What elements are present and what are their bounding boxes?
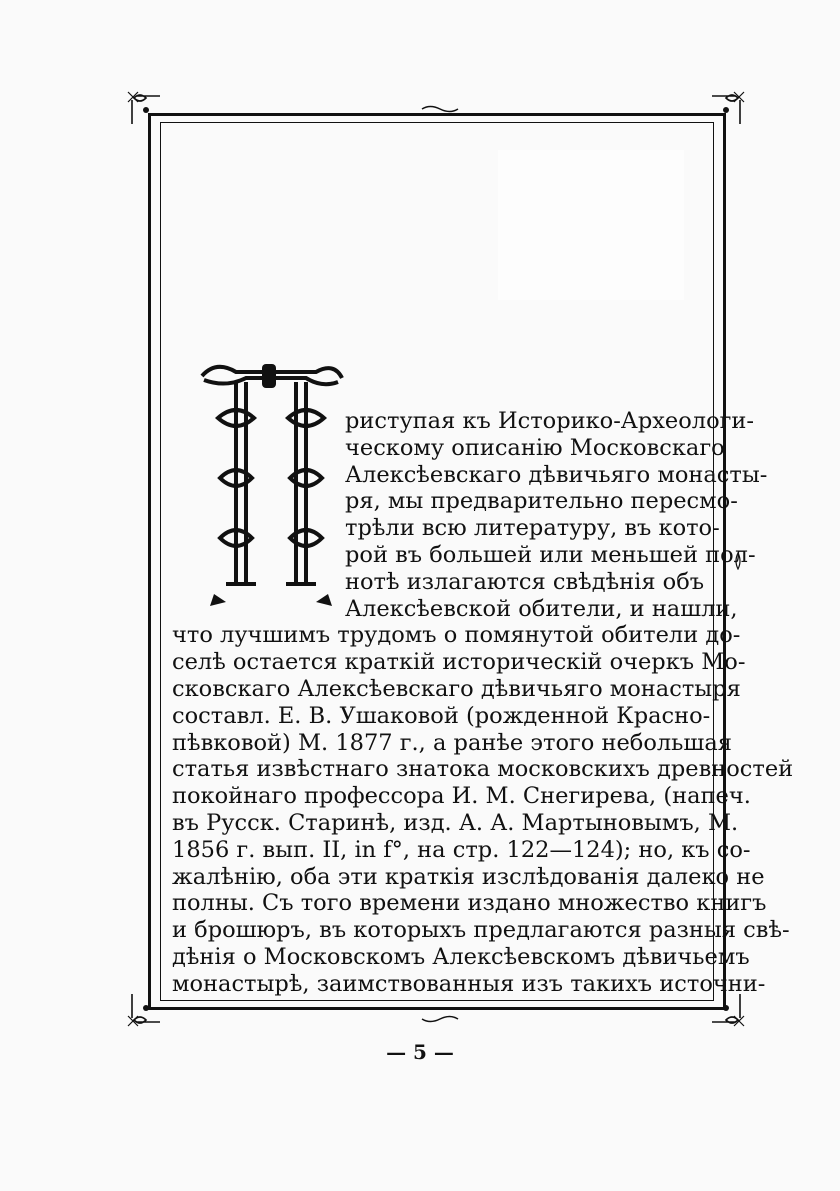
text-line: составл. Е. В. Ушаковой (рожденной Красно- <box>172 702 711 729</box>
text-line: что лучшимъ трудомъ о помянутой обители до- <box>172 622 741 649</box>
text-line: риступая къ Историко-Археологи- <box>345 408 755 434</box>
text-line: ческому описанію Московскаго <box>345 434 725 461</box>
text-line: сковскаго Алексѣевскаго дѣвичьяго монастыря <box>172 675 741 702</box>
text-line: Алексѣевскаго дѣвичьяго монасты- <box>345 461 768 488</box>
text-line: дѣнія о Московскомъ Алексѣевскомъ дѣвичьемъ <box>172 943 750 970</box>
text-line: полны. Съ того времени издано множество книгъ <box>172 890 767 917</box>
text-line: покойнаго профессора И. М. Снегирева, (напеч. <box>172 783 751 810</box>
page-number: — 5 — <box>386 1040 454 1064</box>
corner-ornament-icon <box>706 90 746 130</box>
text-line: ря, мы предварительно пересмо- <box>345 488 738 515</box>
text-line: въ Русск. Старинѣ, изд. А. А. Мартыновымъ, М. <box>172 809 739 836</box>
frame-ornament-icon <box>420 1014 460 1024</box>
corner-ornament-icon <box>126 90 166 130</box>
frame-ornament-icon <box>420 104 460 114</box>
text-line: монастырѣ, заимствованныя изъ такихъ источни- <box>172 970 766 997</box>
text-line: селѣ остается краткій историческій очеркъ Мо- <box>172 649 746 676</box>
text-line: Алексѣевской обители, и нашли, <box>345 595 738 622</box>
text-line: пѣвковой) М. 1877 г., а ранѣе этого небольшая <box>172 729 732 756</box>
text-line: жалѣнію, оба эти краткія изслѣдованія далеко не <box>172 863 765 890</box>
body-text <box>172 408 794 998</box>
text-line: и брошюръ, въ которыхъ предлагаются разныя свѣ- <box>172 917 790 944</box>
text-line: 1856 г. вып. II, in f°, на стр. 122—124); но, къ со- <box>172 836 751 863</box>
corner-ornament-icon <box>126 988 166 1028</box>
text-line: рой въ большей или меньшей пол- <box>345 541 756 568</box>
text-line: статья извѣстнаго знатока московскихъ древностей <box>172 756 794 783</box>
text-line: нотѣ излагаются свѣдѣнія объ <box>345 568 705 595</box>
text-line: трѣли всю литературу, въ кото- <box>345 515 720 542</box>
